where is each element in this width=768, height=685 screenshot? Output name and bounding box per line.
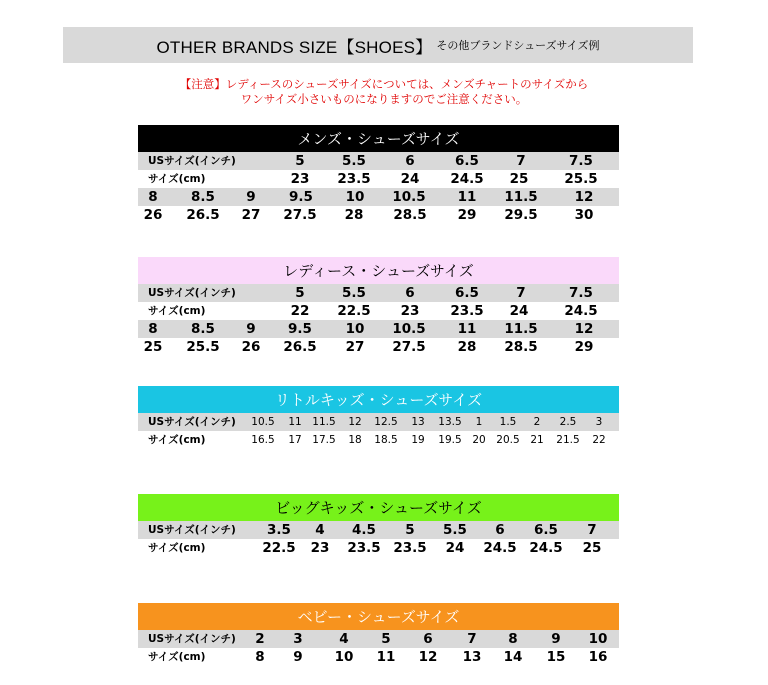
size-cell: 26 xyxy=(143,207,163,223)
size-cell: 6.5 xyxy=(455,285,479,301)
baby-size-table xyxy=(138,603,619,666)
size-cell: 22.5 xyxy=(337,303,371,319)
size-cell: 6 xyxy=(495,522,505,538)
size-cell: 9.5 xyxy=(288,321,312,337)
ladies-us-row-2 xyxy=(138,320,619,338)
size-cell: 6.5 xyxy=(534,522,558,538)
size-cell: 28.5 xyxy=(393,207,427,223)
size-cell: 2 xyxy=(255,631,265,647)
ladies-table-title: レディース・シューズサイズ xyxy=(138,257,619,284)
size-cell: 23.5 xyxy=(337,171,371,187)
size-cell: 5 xyxy=(381,631,391,647)
size-cell: 19.5 xyxy=(438,434,462,446)
size-cell: 30 xyxy=(574,207,594,223)
size-cell: 24.5 xyxy=(450,171,484,187)
size-cell: 24 xyxy=(400,171,420,187)
caution-note-line1: 【注意】レディースのシューズサイズについては、メンズチャートのサイズから xyxy=(179,77,589,91)
size-cell: 11 xyxy=(376,649,396,665)
size-cell: 19 xyxy=(411,434,425,446)
size-cell: 27 xyxy=(241,207,261,223)
size-cell: 1.5 xyxy=(499,416,517,428)
size-cell: 22 xyxy=(592,434,606,446)
size-cell: 17 xyxy=(288,434,302,446)
mens-cm-row-2 xyxy=(138,206,619,224)
size-cell: 13 xyxy=(462,649,482,665)
size-cell: 11.5 xyxy=(504,321,538,337)
size-cell: 3.5 xyxy=(267,522,291,538)
size-cell: 29 xyxy=(457,207,477,223)
page-subtitle: その他ブランドシューズサイズ例 xyxy=(436,39,600,52)
size-cell: 29.5 xyxy=(504,207,538,223)
size-cell: 24.5 xyxy=(529,540,563,556)
size-cell: 16.5 xyxy=(251,434,275,446)
size-cell: 21.5 xyxy=(556,434,580,446)
size-cell: 9 xyxy=(551,631,561,647)
size-cell: 12 xyxy=(574,321,594,337)
size-cell: 9.5 xyxy=(289,189,313,205)
mens-us-row-2 xyxy=(138,188,619,206)
size-cell: 8.5 xyxy=(191,321,215,337)
size-cell: 5.5 xyxy=(342,285,366,301)
size-cell: 10 xyxy=(345,189,365,205)
size-cell: 16 xyxy=(588,649,608,665)
size-cell: 7.5 xyxy=(569,153,593,169)
size-cell: 18.5 xyxy=(374,434,398,446)
ladies-cm-row-2 xyxy=(138,338,619,356)
size-cell: 18 xyxy=(348,434,362,446)
ladies-cm-row xyxy=(138,302,619,320)
little-kids-table-title: リトルキッズ・シューズサイズ xyxy=(138,386,619,413)
size-cell: 7 xyxy=(516,285,526,301)
mens-cm-row xyxy=(138,170,619,188)
size-cell: 11 xyxy=(457,321,477,337)
size-cell: 3 xyxy=(595,416,603,428)
size-cell: 26 xyxy=(241,339,261,355)
size-cell: 22 xyxy=(290,303,310,319)
size-cell: 28.5 xyxy=(504,339,538,355)
ladies-size-table xyxy=(138,257,619,356)
size-cell: 23.5 xyxy=(347,540,381,556)
cm-size-label: サイズ(cm) xyxy=(148,651,206,663)
size-cell: 8 xyxy=(148,189,158,205)
size-cell: 6 xyxy=(423,631,433,647)
size-cell: 13.5 xyxy=(438,416,462,428)
size-cell: 23.5 xyxy=(450,303,484,319)
size-cell: 10.5 xyxy=(392,321,426,337)
size-cell: 25.5 xyxy=(564,171,598,187)
mens-size-table xyxy=(138,125,619,224)
size-cell: 11 xyxy=(288,416,302,428)
us-size-label: USサイズ(インチ) xyxy=(148,633,236,645)
us-size-label: USサイズ(インチ) xyxy=(148,155,236,167)
size-cell: 3 xyxy=(293,631,303,647)
baby-table-title: ベビー・シューズサイズ xyxy=(138,603,619,630)
us-size-label: USサイズ(インチ) xyxy=(148,416,236,428)
big-kids-us-row xyxy=(138,521,619,539)
size-cell: 23 xyxy=(400,303,420,319)
size-cell: 1 xyxy=(475,416,483,428)
size-cell: 7.5 xyxy=(569,285,593,301)
baby-cm-row xyxy=(138,648,619,666)
size-cell: 10 xyxy=(345,321,365,337)
size-cell: 27.5 xyxy=(392,339,426,355)
size-cell: 6 xyxy=(405,285,415,301)
size-cell: 14 xyxy=(503,649,523,665)
size-cell: 4.5 xyxy=(352,522,376,538)
size-cell: 20 xyxy=(472,434,486,446)
size-cell: 17.5 xyxy=(312,434,336,446)
size-cell: 7 xyxy=(467,631,477,647)
size-cell: 6 xyxy=(405,153,415,169)
ladies-us-row xyxy=(138,284,619,302)
size-cell: 4 xyxy=(315,522,325,538)
size-cell: 25 xyxy=(143,339,163,355)
size-cell: 5 xyxy=(405,522,415,538)
size-cell: 8 xyxy=(508,631,518,647)
size-cell: 15 xyxy=(546,649,566,665)
size-cell: 23.5 xyxy=(393,540,427,556)
size-cell: 12 xyxy=(574,189,594,205)
size-cell: 5 xyxy=(295,153,305,169)
size-cell: 5.5 xyxy=(342,153,366,169)
size-cell: 13 xyxy=(411,416,425,428)
mens-us-row xyxy=(138,152,619,170)
cm-size-label: サイズ(cm) xyxy=(148,305,206,317)
size-cell: 8 xyxy=(148,321,158,337)
size-cell: 28 xyxy=(344,207,364,223)
cm-size-label: サイズ(cm) xyxy=(148,542,206,554)
size-cell: 26.5 xyxy=(186,207,220,223)
cm-size-label: サイズ(cm) xyxy=(148,173,206,185)
size-cell: 4 xyxy=(339,631,349,647)
page-title: OTHER BRANDS SIZE【SHOES】 xyxy=(156,37,433,57)
size-cell: 12 xyxy=(348,416,362,428)
size-cell: 20.5 xyxy=(496,434,520,446)
size-cell: 7 xyxy=(587,522,597,538)
title-banner xyxy=(63,27,693,63)
size-cell: 26.5 xyxy=(283,339,317,355)
size-cell: 10 xyxy=(334,649,354,665)
size-cell: 28 xyxy=(457,339,477,355)
size-cell: 11.5 xyxy=(312,416,336,428)
size-cell: 6.5 xyxy=(455,153,479,169)
size-cell: 10.5 xyxy=(392,189,426,205)
size-cell: 9 xyxy=(246,189,256,205)
size-cell: 9 xyxy=(293,649,303,665)
big-kids-cm-row xyxy=(138,539,619,557)
size-cell: 21 xyxy=(530,434,544,446)
size-cell: 23 xyxy=(290,171,310,187)
size-cell: 22.5 xyxy=(262,540,296,556)
size-cell: 24 xyxy=(509,303,529,319)
size-cell: 2.5 xyxy=(559,416,577,428)
size-cell: 24.5 xyxy=(564,303,598,319)
us-size-label: USサイズ(インチ) xyxy=(148,524,236,536)
size-cell: 11 xyxy=(457,189,477,205)
size-cell: 12 xyxy=(418,649,438,665)
big-kids-size-table xyxy=(138,494,619,557)
size-cell: 12.5 xyxy=(374,416,398,428)
size-cell: 9 xyxy=(246,321,256,337)
baby-us-row xyxy=(138,630,619,648)
size-cell: 24.5 xyxy=(483,540,517,556)
little-kids-size-table xyxy=(138,386,619,449)
mens-table-title: メンズ・シューズサイズ xyxy=(138,125,619,152)
little-kids-us-row xyxy=(138,413,619,431)
size-cell: 7 xyxy=(516,153,526,169)
size-cell: 5.5 xyxy=(443,522,467,538)
size-cell: 25 xyxy=(582,540,602,556)
size-cell: 29 xyxy=(574,339,594,355)
us-size-label: USサイズ(インチ) xyxy=(148,287,236,299)
size-cell: 27 xyxy=(345,339,365,355)
size-cell: 11.5 xyxy=(504,189,538,205)
caution-note-line2: ワンサイズ小さいものになりますのでご注意ください。 xyxy=(240,92,528,106)
cm-size-label: サイズ(cm) xyxy=(148,434,206,446)
little-kids-cm-row xyxy=(138,431,619,449)
size-cell: 5 xyxy=(295,285,305,301)
size-cell: 8.5 xyxy=(191,189,215,205)
size-cell: 25.5 xyxy=(186,339,220,355)
size-cell: 27.5 xyxy=(283,207,317,223)
size-cell: 10 xyxy=(588,631,608,647)
size-cell: 23 xyxy=(310,540,330,556)
size-cell: 8 xyxy=(255,649,265,665)
size-cell: 2 xyxy=(533,416,541,428)
size-cell: 10.5 xyxy=(251,416,275,428)
size-cell: 24 xyxy=(445,540,465,556)
size-cell: 25 xyxy=(509,171,529,187)
big-kids-table-title: ビッグキッズ・シューズサイズ xyxy=(138,494,619,521)
